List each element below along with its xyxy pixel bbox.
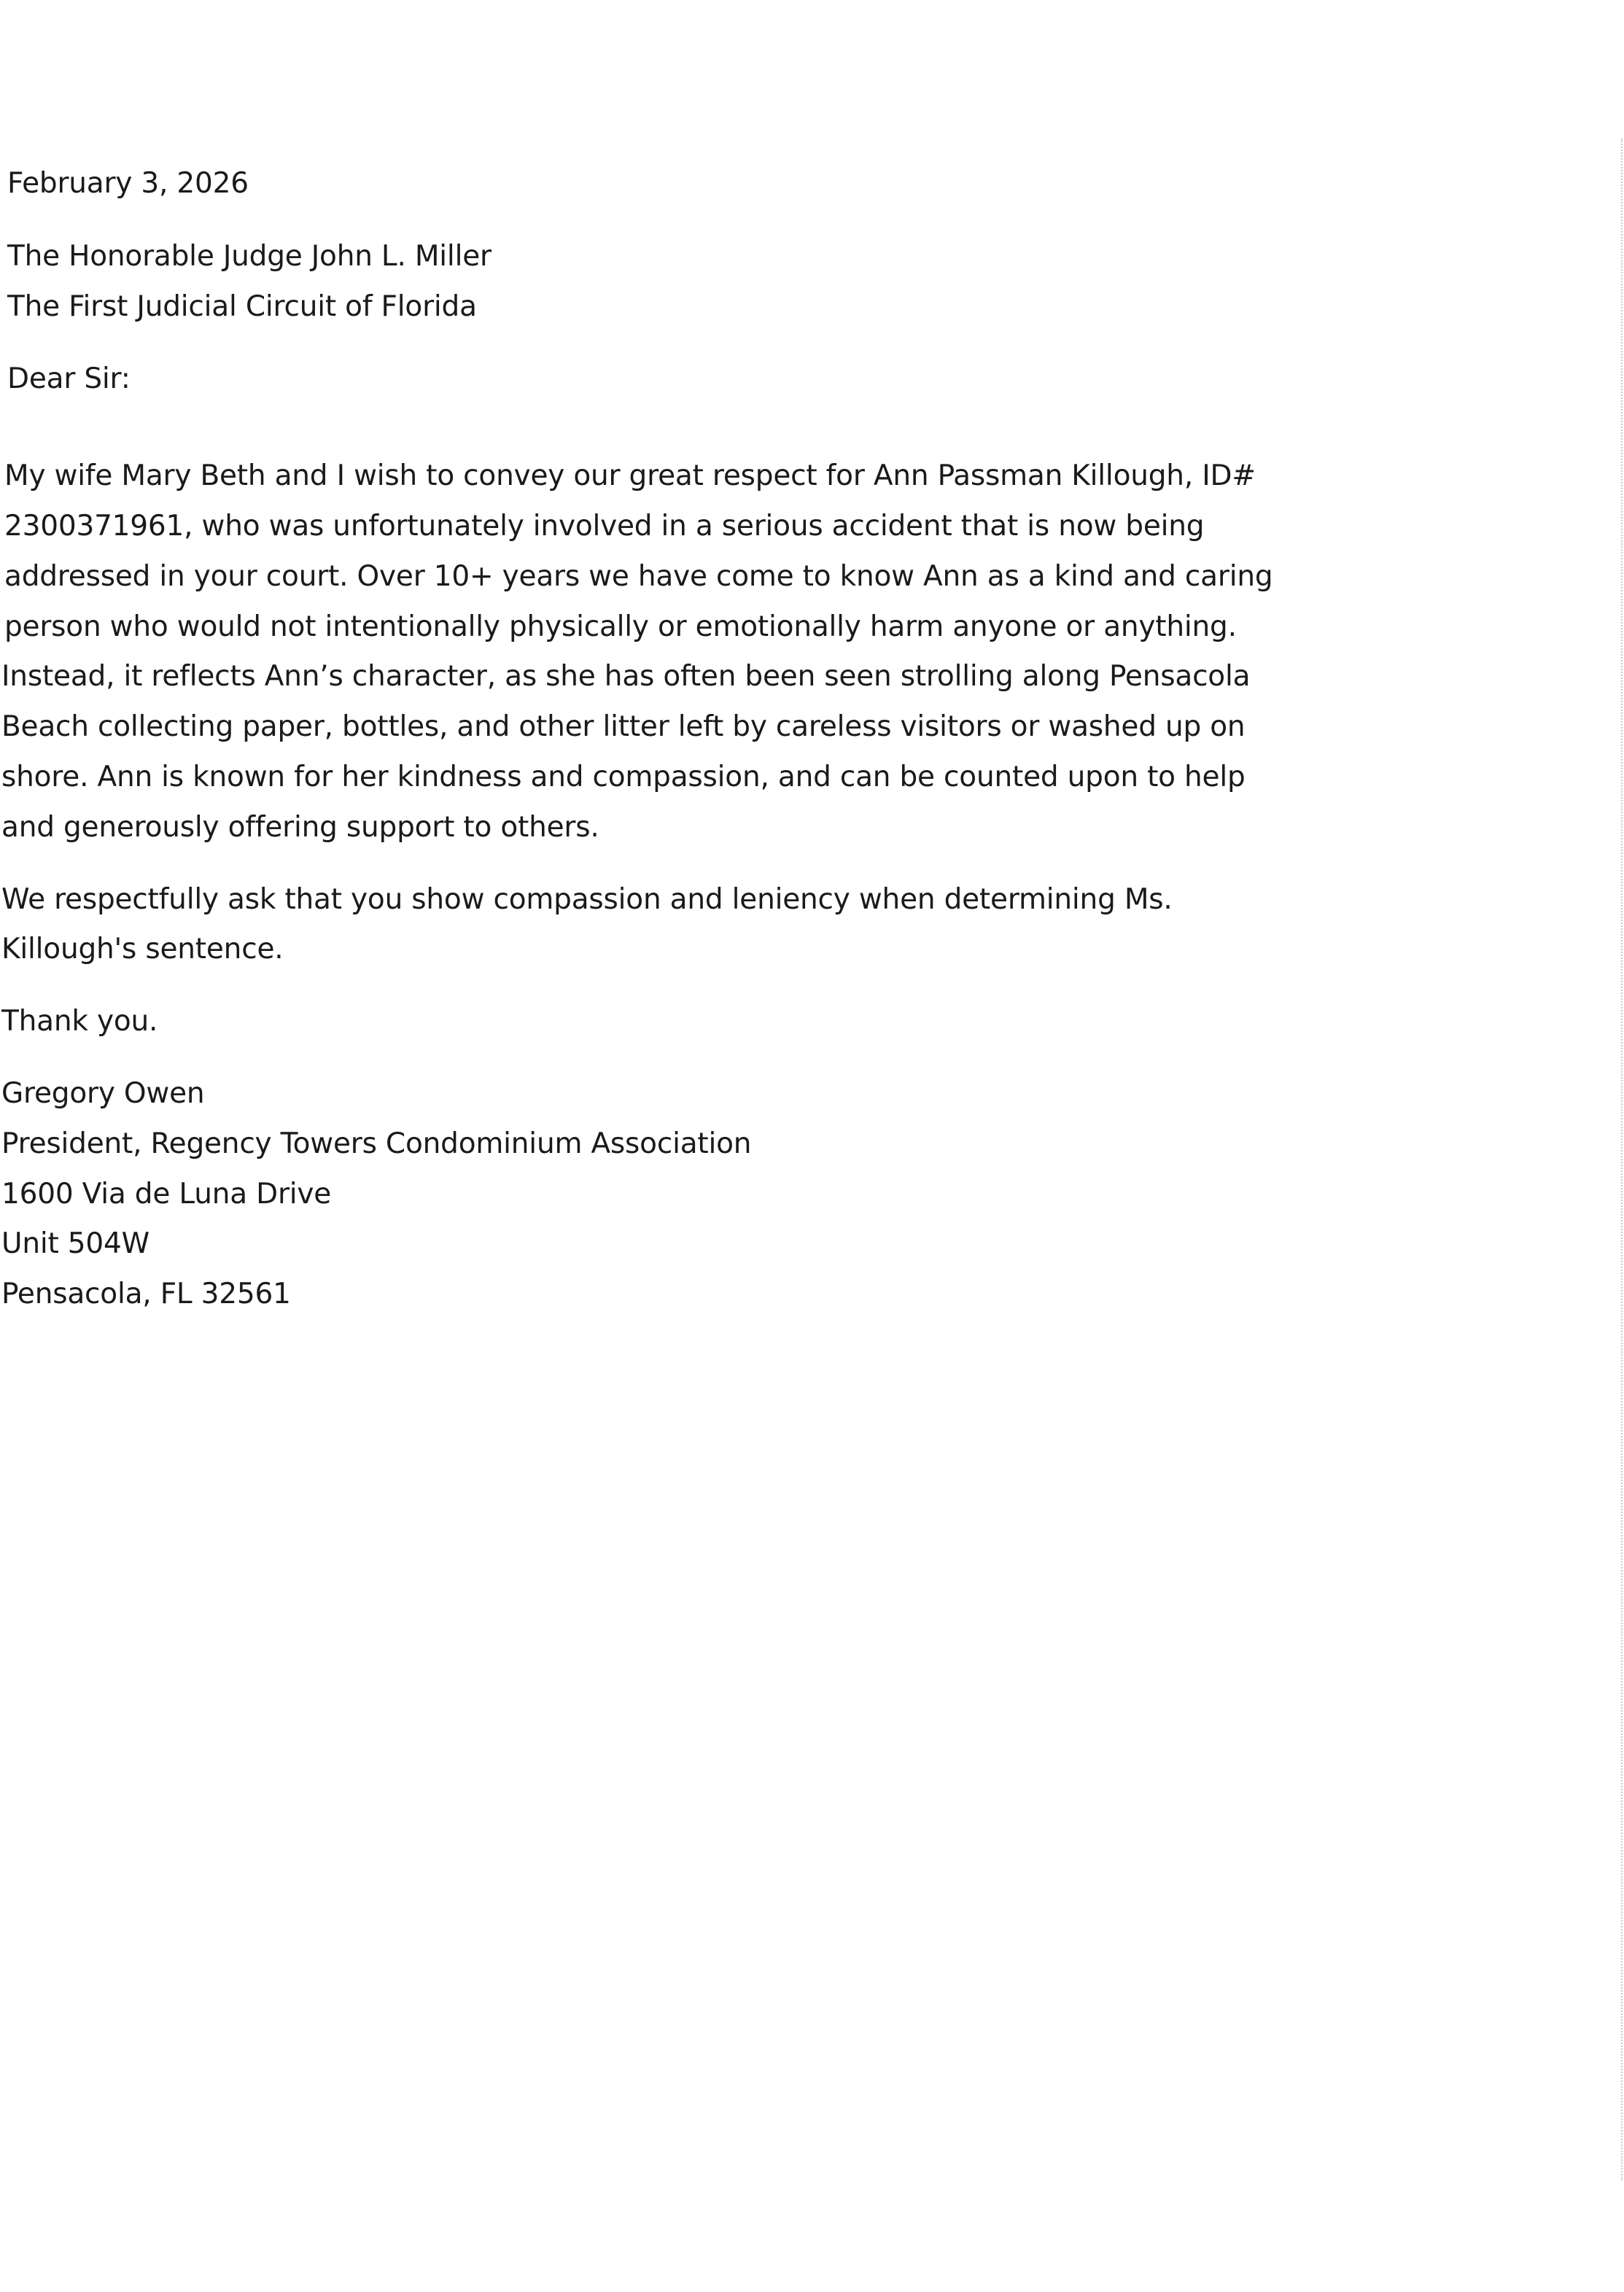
paragraph-line: addressed in your court. Over 10+ years we have come to know Ann as a kind and caring: [4, 559, 1273, 593]
paragraph-line: and generously offering support to others.: [1, 810, 599, 844]
scan-edge-artifact: [1621, 139, 1623, 2180]
paragraph-line: shore. Ann is known for her kindness and compassion, and can be counted upon to help: [1, 760, 1246, 793]
signature-block: [1, 1069, 1358, 1320]
salutation: Dear Sir:: [7, 362, 131, 396]
letter-body: [1, 159, 1358, 1320]
letter-date: February 3, 2026: [7, 167, 249, 200]
signer-address-line: Unit 504W: [1, 1227, 149, 1261]
body-paragraph-2: [1, 875, 1358, 976]
signer-address-line: 1600 Via de Luna Drive: [1, 1177, 332, 1211]
signer-address-line: Pensacola, FL 32561: [1, 1278, 291, 1311]
recipient-block: [1, 232, 1358, 333]
paragraph-line: 2300371961, who was unfortunately involved in a serious accident that is now being: [4, 509, 1205, 543]
paragraph-line: Instead, it reflects Ann’s character, as she has often been seen strolling along Pensacola: [1, 660, 1251, 694]
paragraph-line: Beach collecting paper, bottles, and other litter left by careless visitors or washed up on: [1, 710, 1246, 744]
recipient-line: The Honorable Judge John L. Miller: [7, 239, 492, 273]
signer-title: President, Regency Towers Condominium Association: [1, 1127, 752, 1160]
closing: Thank you.: [1, 1005, 158, 1038]
paragraph-line: Killough's sentence.: [1, 933, 284, 966]
recipient-line: The First Judicial Circuit of Florida: [7, 290, 477, 323]
signer-name: Gregory Owen: [1, 1076, 205, 1110]
body-paragraph-1: [1, 451, 1358, 852]
paragraph-line: person who would not intentionally physically or emotionally harm anyone or anything.: [4, 610, 1237, 643]
paragraph-line: We respectfully ask that you show compassion and leniency when determining Ms.: [1, 882, 1173, 916]
paragraph-line: My wife Mary Beth and I wish to convey our great respect for Ann Passman Killough, ID#: [4, 459, 1256, 493]
